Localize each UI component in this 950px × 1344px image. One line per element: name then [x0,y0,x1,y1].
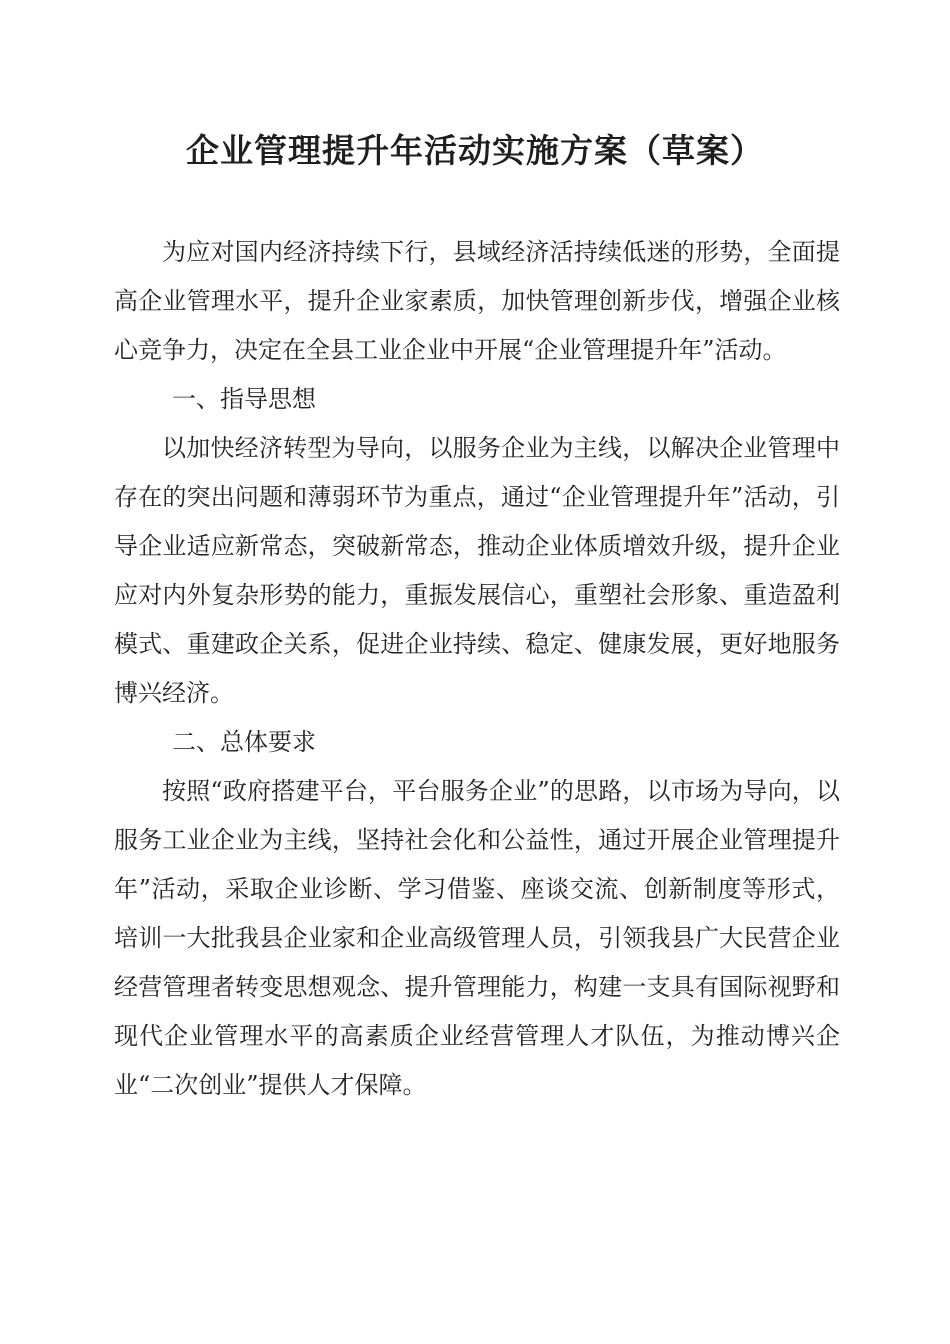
guiding-ideology-paragraph: 以加快经济转型为导向，以服务企业为主线，以解决企业管理中存在的突出问题和薄弱环节为重点，通过“企业管理提升年”活动，引导企业适应新常态，突破新常态，推动企业体质增效升级，提升企业应对内外复杂形势的能力，重振发展信心，重塑社会形象、重造盈利模式、重建政企关系，促进企业持续、稳定、健康发展，更好地服务博兴经济。 [114,434,840,707]
general-requirements-paragraph: 按照“政府搭建平台，平台服务企业”的思路，以市场为导向，以服务工业企业为主线，坚持社会化和公益性，通过开展企业管理提升年”活动，采取企业诊断、学习借鉴、座谈交流、创新制度等形式，培训一大批我县企业家和企业高级管理人员，引领我县广大民营企业经营管理者转变思想观念、提升管理能力，构建一支具有国际视野和现代企业管理水平的高素质企业经营管理人才队伍，为推动博兴企业“二次创业”提供人才保障。 [114,777,840,1099]
document-title: 企业管理提升年活动实施方案（草案） [186,131,764,170]
intro-paragraph: 为应对国内经济持续下行，县域经济活持续低迷的形势，全面提高企业管理水平，提升企业家素质，加快管理创新步伐，增强企业核心竞争力，决定在全县工业企业中开展“企业管理提升年”活动。 [114,238,840,364]
section-heading-guiding-ideology: 一、指导思想 [172,385,316,413]
section-heading-general-requirements: 二、总体要求 [172,728,316,756]
document-body [114,228,840,1110]
